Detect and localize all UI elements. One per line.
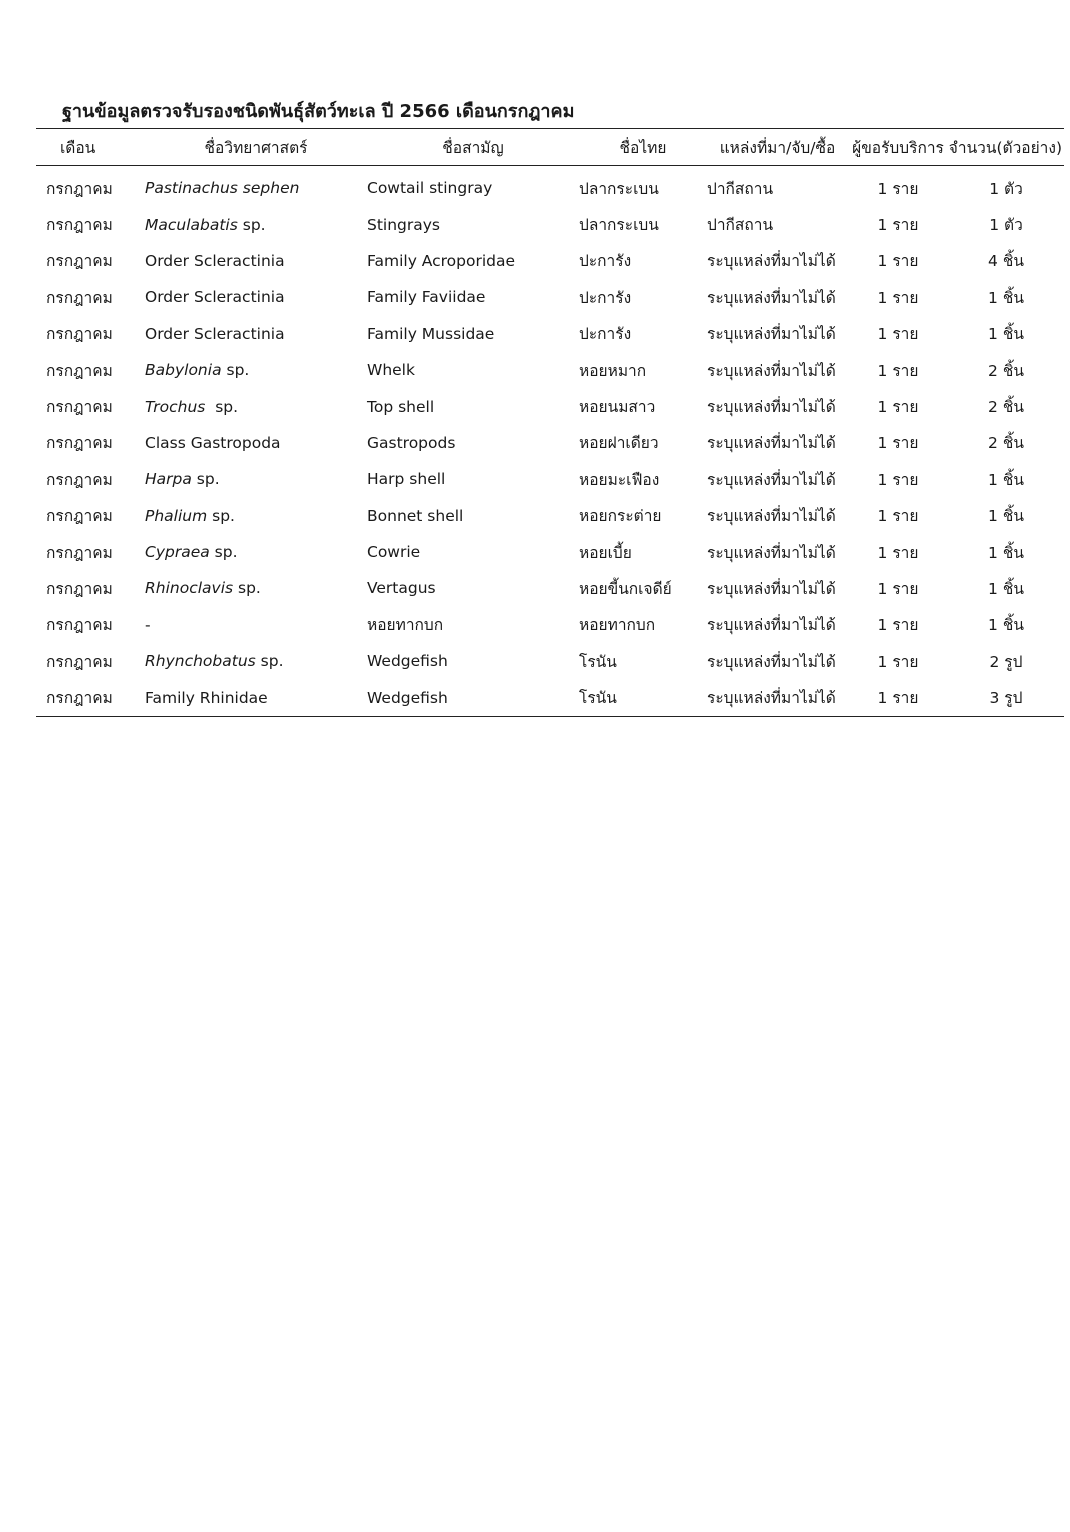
cell-quantity: 1 ชิ้น bbox=[988, 579, 1024, 598]
cell-service-users: 1 ราย bbox=[877, 652, 919, 671]
cell-scientific-name bbox=[145, 679, 367, 716]
cell-common-name: Cowrie bbox=[367, 543, 421, 562]
cell-thai-name: หอยมะเฟือง bbox=[579, 470, 660, 489]
cell-quantity: 1 ชิ้น bbox=[988, 288, 1024, 307]
cell-service-users: 1 ราย bbox=[877, 507, 919, 526]
scientific-genus: Cypraea bbox=[145, 543, 210, 562]
cell-service-users: 1 ราย bbox=[848, 679, 948, 716]
scientific-rank: Order Scleractinia bbox=[145, 324, 285, 343]
cell-source: ระบุแหล่งที่มาไม่ได้ bbox=[707, 507, 836, 526]
cell-common-name: Family Faviidae bbox=[367, 288, 486, 307]
table-row bbox=[36, 279, 1064, 315]
table-row bbox=[36, 316, 1064, 352]
cell-common-name: Top shell bbox=[367, 397, 435, 416]
cell-scientific-name bbox=[145, 643, 367, 679]
cell-thai-name: หอยหมาก bbox=[579, 361, 647, 380]
header-month: เดือน bbox=[36, 129, 145, 166]
cell-month: กรกฎาคม bbox=[46, 288, 113, 307]
cell-thai-name: หอยฝาเดียว bbox=[579, 434, 659, 453]
table-row bbox=[36, 534, 1064, 570]
cell-quantity: 1 ตัว bbox=[989, 179, 1023, 198]
cell-thai-name: ปลากระเบน bbox=[579, 216, 659, 235]
cell-common-name: Bonnet shell bbox=[367, 506, 464, 525]
cell-source: ระบุแหล่งที่มาไม่ได้ bbox=[707, 361, 836, 380]
table-header bbox=[36, 129, 1064, 166]
scientific-genus: Rhinoclavis bbox=[145, 579, 234, 598]
cell-quantity: 1 ตัว bbox=[989, 216, 1023, 235]
cell-common-name: Wedgefish bbox=[367, 652, 448, 671]
scientific-rank: sp. bbox=[207, 506, 235, 525]
cell-source: ระบุแหล่งที่มาไม่ได้ bbox=[707, 434, 836, 453]
scientific-rank: sp. bbox=[205, 397, 239, 416]
table-row bbox=[36, 461, 1064, 497]
cell-service-users: 1 ราย bbox=[877, 616, 919, 635]
scientific-rank: sp. bbox=[233, 579, 261, 598]
cell-thai-name: โรนัน bbox=[579, 652, 617, 671]
cell-quantity: 4 ชิ้น bbox=[988, 252, 1024, 271]
cell-service-users: 1 ราย bbox=[877, 325, 919, 344]
scientific-rank: Family Rhinidae bbox=[145, 688, 268, 707]
cell-thai-name: โรนัน bbox=[579, 679, 707, 716]
cell-source: ระบุแหล่งที่มาไม่ได้ bbox=[707, 470, 836, 489]
cell-month: กรกฎาคม bbox=[46, 252, 113, 271]
cell-source: ระบุแหล่งที่มาไม่ได้ bbox=[707, 325, 836, 344]
cell-source: ปากีสถาน bbox=[707, 216, 774, 235]
cell-common-name: Family Acroporidae bbox=[367, 251, 516, 270]
cell-service-users: 1 ราย bbox=[877, 398, 919, 417]
cell-service-users: 1 ราย bbox=[877, 288, 919, 307]
scientific-genus: Babylonia bbox=[145, 361, 222, 380]
cell-scientific-name bbox=[145, 498, 367, 534]
scientific-rank: Order Scleractinia bbox=[145, 288, 285, 307]
cell-source: ปากีสถาน bbox=[707, 179, 774, 198]
cell-common-name: Cowtail stingray bbox=[367, 179, 493, 198]
cell-month: กรกฎาคม bbox=[46, 361, 113, 380]
scientific-rank: sp. bbox=[191, 470, 220, 489]
cell-source: ระบุแหล่งที่มาไม่ได้ bbox=[707, 398, 836, 417]
cell-service-users: 1 ราย bbox=[877, 579, 919, 598]
scientific-genus: Pastinachus sephen bbox=[145, 179, 300, 198]
cell-thai-name: ปะการัง bbox=[579, 288, 632, 307]
table-row bbox=[36, 166, 1064, 207]
document-title: ฐานข้อมูลตรวจรับรองชนิดพันธุ์สัตว์ทะเล ปี 2566 เดือนกรกฎาคม bbox=[62, 101, 575, 122]
cell-quantity: 1 ชิ้น bbox=[988, 325, 1024, 344]
cell-quantity: 2 ชิ้น bbox=[988, 434, 1024, 453]
cell-service-users: 1 ราย bbox=[877, 434, 919, 453]
cell-month: กรกฎาคม bbox=[46, 179, 113, 198]
cell-month: กรกฎาคม bbox=[46, 470, 113, 489]
scientific-genus: Phalium bbox=[145, 506, 208, 525]
table-row bbox=[36, 570, 1064, 606]
cell-month: กรกฎาคม bbox=[46, 543, 113, 562]
cell-source: ระบุแหล่งที่มาไม่ได้ bbox=[707, 652, 836, 671]
cell-source: ระบุแหล่งที่มาไม่ได้ bbox=[707, 579, 836, 598]
cell-quantity: 1 ชิ้น bbox=[988, 616, 1024, 635]
cell-thai-name: ปะการัง bbox=[579, 252, 632, 271]
scientific-rank: sp. bbox=[255, 652, 284, 671]
cell-quantity: 3 รูป bbox=[948, 679, 1064, 716]
cell-scientific-name bbox=[145, 425, 367, 461]
cell-scientific-name bbox=[145, 206, 367, 242]
cell-quantity: 1 ชิ้น bbox=[988, 470, 1024, 489]
cell-month: กรกฎาคม bbox=[46, 325, 113, 344]
scientific-genus: Trochus bbox=[145, 397, 206, 416]
cell-quantity: 1 ชิ้น bbox=[988, 543, 1024, 562]
table-row bbox=[36, 206, 1064, 242]
header-row bbox=[36, 129, 1064, 166]
cell-scientific-name bbox=[145, 166, 367, 207]
cell-thai-name: ปลากระเบน bbox=[579, 179, 659, 198]
cell-thai-name: ปะการัง bbox=[579, 325, 632, 344]
scientific-genus: Maculabatis bbox=[145, 215, 238, 234]
scientific-genus: Rhynchobatus bbox=[145, 652, 256, 671]
cell-service-users: 1 ราย bbox=[877, 543, 919, 562]
cell-common-name: Whelk bbox=[367, 361, 415, 380]
cell-scientific-name bbox=[145, 352, 367, 388]
cell-scientific-name bbox=[145, 243, 367, 279]
cell-quantity: 2 ชิ้น bbox=[988, 361, 1024, 380]
scientific-rank: sp. bbox=[237, 215, 266, 234]
table-row bbox=[36, 607, 1064, 643]
cell-month: กรกฎาคม bbox=[46, 579, 113, 598]
scientific-rank: sp. bbox=[221, 361, 250, 380]
cell-scientific-name bbox=[145, 570, 367, 606]
cell-month: กรกฎาคม bbox=[46, 616, 113, 635]
table-row bbox=[36, 643, 1064, 679]
table-body bbox=[36, 166, 1064, 717]
table-row bbox=[36, 498, 1064, 534]
cell-month: กรกฎาคม bbox=[46, 398, 113, 417]
cell-source: ระบุแหล่งที่มาไม่ได้ bbox=[707, 288, 836, 307]
cell-common-name: Gastropods bbox=[367, 433, 456, 452]
cell-scientific-name bbox=[145, 534, 367, 570]
cell-month: กรกฎาคม bbox=[46, 434, 113, 453]
cell-service-users: 1 ราย bbox=[877, 252, 919, 271]
cell-source: ระบุแหล่งที่มาไม่ได้ bbox=[707, 616, 836, 635]
header-service-users: ผู้ขอรับบริการ bbox=[848, 129, 948, 166]
scientific-rank: Class Gastropoda bbox=[145, 433, 281, 452]
table-row bbox=[36, 243, 1064, 279]
cell-quantity: 2 ชิ้น bbox=[988, 398, 1024, 417]
cell-month: กรกฎาคม bbox=[36, 679, 145, 716]
header-thai-name: ชื่อไทย bbox=[579, 129, 707, 166]
cell-service-users: 1 ราย bbox=[877, 361, 919, 380]
cell-common-name: หอยทากบก bbox=[367, 616, 444, 635]
cell-source: ระบุแหล่งที่มาไม่ได้ bbox=[707, 679, 848, 716]
table-row bbox=[36, 352, 1064, 388]
header-quantity: จำนวน(ตัวอย่าง) bbox=[948, 129, 1064, 166]
table-row bbox=[36, 425, 1064, 461]
table-row bbox=[36, 679, 1064, 716]
scientific-rank: - bbox=[145, 615, 151, 634]
cell-common-name: Family Mussidae bbox=[367, 324, 495, 343]
header-source: แหล่งที่มา/จับ/ซื้อ bbox=[707, 129, 848, 166]
cell-scientific-name bbox=[145, 316, 367, 352]
cell-thai-name: หอยเบี้ย bbox=[579, 543, 632, 562]
species-table bbox=[36, 128, 1064, 717]
cell-common-name: Vertagus bbox=[367, 579, 436, 598]
cell-thai-name: หอยขี้นกเจดีย์ bbox=[579, 579, 672, 598]
cell-source: ระบุแหล่งที่มาไม่ได้ bbox=[707, 252, 836, 271]
cell-thai-name: หอยนมสาว bbox=[579, 398, 656, 417]
cell-common-name: Wedgefish bbox=[367, 679, 579, 716]
header-scientific-name: ชื่อวิทยาศาสตร์ bbox=[145, 129, 367, 166]
cell-service-users: 1 ราย bbox=[877, 216, 919, 235]
cell-common-name: Harp shell bbox=[367, 470, 446, 489]
cell-scientific-name bbox=[145, 388, 367, 424]
cell-service-users: 1 ราย bbox=[877, 179, 919, 198]
cell-month: กรกฎาคม bbox=[46, 507, 113, 526]
cell-month: กรกฎาคม bbox=[46, 216, 113, 235]
cell-month: กรกฎาคม bbox=[46, 652, 113, 671]
cell-scientific-name bbox=[145, 461, 367, 497]
cell-source: ระบุแหล่งที่มาไม่ได้ bbox=[707, 543, 836, 562]
table-row bbox=[36, 388, 1064, 424]
scientific-rank: sp. bbox=[209, 543, 238, 562]
cell-quantity: 2 รูป bbox=[989, 652, 1023, 671]
scientific-rank: Order Scleractinia bbox=[145, 251, 285, 270]
header-common-name: ชื่อสามัญ bbox=[367, 129, 579, 166]
cell-scientific-name bbox=[145, 607, 367, 643]
cell-service-users: 1 ราย bbox=[877, 470, 919, 489]
scientific-genus: Harpa bbox=[145, 470, 192, 489]
cell-common-name: Stingrays bbox=[367, 215, 441, 234]
cell-thai-name: หอยทากบก bbox=[579, 616, 656, 635]
cell-quantity: 1 ชิ้น bbox=[988, 507, 1024, 526]
cell-thai-name: หอยกระต่าย bbox=[579, 507, 662, 526]
cell-scientific-name bbox=[145, 279, 367, 315]
